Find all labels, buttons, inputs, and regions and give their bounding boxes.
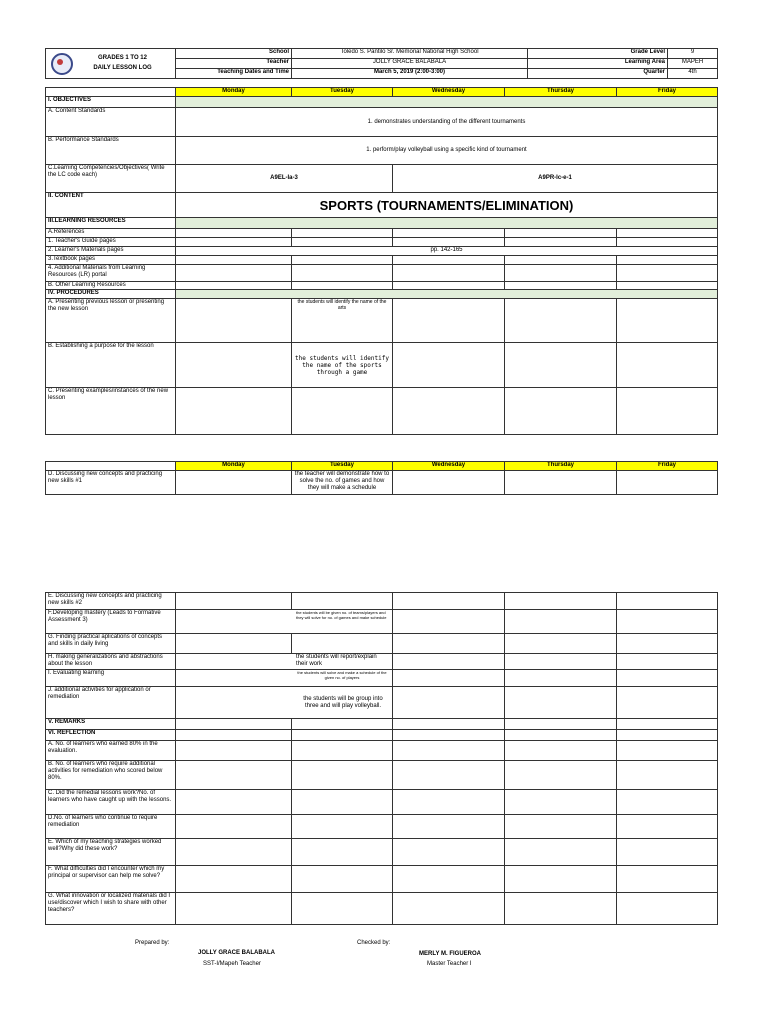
reflection-heading: VI. REFLECTION <box>46 730 176 741</box>
procedures-band <box>176 290 718 299</box>
empty-cell <box>617 866 718 893</box>
day-wednesday: Wednesday <box>393 88 505 97</box>
procedure-i-label: I. Evaluating learning <box>46 670 176 687</box>
empty-cell <box>617 343 718 388</box>
reflection-a-label: A. No. of learners who earned 80% in the evaluation. <box>46 741 176 761</box>
day-thursday-2: Thursday <box>505 462 617 471</box>
empty-cell <box>176 741 292 761</box>
day-monday-2: Monday <box>176 462 292 471</box>
day-header-blank <box>46 88 176 97</box>
procedure-i-tuesday: the students will solve and make a schedule of the given no. of players <box>176 670 393 687</box>
empty-cell <box>176 866 292 893</box>
school-value: Toledo S. Pantilo Sr. Memorial National High School <box>292 49 528 59</box>
empty-cell <box>292 790 393 815</box>
empty-cell <box>617 741 718 761</box>
empty-cell <box>505 343 617 388</box>
remarks-heading: V. REMARKS <box>46 719 176 730</box>
empty-cell <box>176 719 292 730</box>
empty-cell <box>292 388 393 435</box>
empty-cell <box>393 265 505 282</box>
resources-heading: III.LEARNING RESOURCES <box>46 218 176 229</box>
empty-cell <box>292 634 393 654</box>
empty-cell <box>505 730 617 741</box>
day-friday-2: Friday <box>617 462 718 471</box>
quarter-label: Quarter <box>528 69 668 79</box>
performance-standards-value: 1. perform/play volleyball using a specific kind of tournament <box>176 137 718 165</box>
empty-cell <box>176 343 292 388</box>
other-resources-label: B. Other Learning Resources <box>46 282 176 290</box>
empty-cell <box>393 388 505 435</box>
procedure-b-tuesday: the students will identify the name of the sports through a game <box>292 343 393 388</box>
deped-seal-icon <box>51 53 73 75</box>
empty-cell <box>505 866 617 893</box>
grade-value: 9 <box>668 49 718 59</box>
content-standards-label: A. Content Standards <box>46 108 176 137</box>
day-header-blank-2 <box>46 462 176 471</box>
empty-cell <box>176 839 292 866</box>
prepared-by-title: SST-I/Mapeh Teacher <box>203 961 261 967</box>
day-tuesday: Tuesday <box>292 88 393 97</box>
empty-cell <box>292 741 393 761</box>
empty-cell <box>617 654 718 670</box>
empty-cell <box>292 593 393 610</box>
procedure-d-tuesday: the teacher will demonstrate how to solve the no. of games and how they will make a schedule <box>292 471 393 495</box>
prepared-by-name: JOLLY GRACE BALABALA <box>198 950 276 956</box>
content-title: SPORTS (TOURNAMENTS/ELIMINATION) <box>176 193 718 218</box>
procedures-heading: IV. PROCEDURES <box>46 290 176 299</box>
header-table <box>45 48 718 79</box>
teacher-value: JOLLY GRACE BALABALA <box>292 59 528 69</box>
empty-cell <box>393 238 505 247</box>
empty-cell <box>393 670 505 687</box>
empty-cell <box>617 388 718 435</box>
title-line-2: DAILY LESSON LOG <box>93 65 152 71</box>
empty-cell <box>393 866 505 893</box>
empty-cell <box>505 229 617 238</box>
empty-cell <box>617 593 718 610</box>
day-wednesday-2: Wednesday <box>393 462 505 471</box>
content-standards-value: 1. demonstrates understanding of the different tournaments <box>176 108 718 137</box>
checked-by-label: Checked by: <box>357 940 391 946</box>
competency-code-1: A9EL-Ia-3 <box>176 165 393 193</box>
empty-cell <box>393 343 505 388</box>
school-label: School <box>176 49 292 59</box>
references-label: A.References <box>46 229 176 238</box>
empty-cell <box>393 730 505 741</box>
empty-cell <box>176 256 292 265</box>
content-heading: II. CONTENT <box>46 193 176 218</box>
procedure-b-label: B. Establishing a purpose for the lesson <box>46 343 176 388</box>
empty-cell <box>505 893 617 925</box>
empty-cell <box>505 610 617 634</box>
empty-cell <box>176 730 292 741</box>
empty-cell <box>617 471 718 495</box>
empty-cell <box>292 761 393 790</box>
empty-cell <box>176 238 292 247</box>
teacher-label: Teacher <box>176 59 292 69</box>
competencies-label: C.Learning Competencies/Objectives( Write the LC code each) <box>46 165 176 193</box>
empty-cell <box>176 761 292 790</box>
empty-cell <box>617 634 718 654</box>
prepared-by-label: Prepared by: <box>135 940 170 946</box>
empty-cell <box>505 299 617 343</box>
empty-cell <box>505 790 617 815</box>
reflection-d-label: D.No. of learners who continue to require remediation <box>46 815 176 839</box>
empty-cell <box>617 229 718 238</box>
empty-cell <box>393 719 505 730</box>
area-label: Learning Area <box>528 59 668 69</box>
empty-cell <box>292 265 393 282</box>
empty-cell <box>505 634 617 654</box>
empty-cell <box>292 719 393 730</box>
empty-cell <box>393 790 505 815</box>
empty-cell <box>617 299 718 343</box>
reflection-e-label: E. Which of my teaching strategies worked well?Why did these work? <box>46 839 176 866</box>
day-friday: Friday <box>617 88 718 97</box>
empty-cell <box>505 687 617 719</box>
empty-cell <box>617 761 718 790</box>
empty-cell <box>176 815 292 839</box>
day-tuesday-2: Tuesday <box>292 462 393 471</box>
empty-cell <box>393 839 505 866</box>
empty-cell <box>393 282 505 290</box>
reflection-f-label: F. What difficulties did I encounter which my principal or supervisor can help me solve? <box>46 866 176 893</box>
empty-cell <box>505 761 617 790</box>
empty-cell <box>505 282 617 290</box>
empty-cell <box>393 687 505 719</box>
additional-materials-label: 4. Additional Materials from Learning Resources (LR) portal <box>46 265 176 282</box>
dates-value: March 5, 2019 (2:00-3:00) <box>292 69 528 79</box>
lesson-table-middle <box>45 461 718 495</box>
deped-seal-cell <box>46 49 176 79</box>
empty-cell <box>505 593 617 610</box>
quarter-value: 4th <box>668 69 718 79</box>
competency-code-2: A9PR-Ic-e-1 <box>393 165 718 193</box>
teachers-guide-label: 1. Teacher's Guide pages <box>46 238 176 247</box>
empty-cell <box>505 654 617 670</box>
day-monday: Monday <box>176 88 292 97</box>
empty-cell <box>292 839 393 866</box>
empty-cell <box>176 388 292 435</box>
procedure-e-label: E. Discussing new concepts and practicing new skills #2 <box>46 593 176 610</box>
empty-cell <box>617 256 718 265</box>
empty-cell <box>176 893 292 925</box>
learners-materials-label: 2. Learner's Materials pages <box>46 247 176 256</box>
empty-cell <box>393 815 505 839</box>
empty-cell <box>393 299 505 343</box>
area-value: MAPEH <box>668 59 718 69</box>
empty-cell <box>292 866 393 893</box>
empty-cell <box>617 790 718 815</box>
checked-by-name: MERLY M. FIGUEROA <box>419 951 482 957</box>
empty-cell <box>505 741 617 761</box>
learners-materials-pages: pp. 142-165 <box>176 247 718 256</box>
empty-cell <box>393 471 505 495</box>
empty-cell <box>176 282 292 290</box>
empty-cell <box>617 687 718 719</box>
empty-cell <box>292 256 393 265</box>
empty-cell <box>176 471 292 495</box>
empty-cell <box>505 265 617 282</box>
empty-cell <box>617 265 718 282</box>
procedure-h-label: H. making generalizations and abstractions about the lesson <box>46 654 176 670</box>
empty-cell <box>176 593 292 610</box>
day-thursday: Thursday <box>505 88 617 97</box>
empty-cell <box>505 719 617 730</box>
grade-label: Grade Level <box>528 49 668 59</box>
empty-cell <box>505 839 617 866</box>
empty-cell <box>292 893 393 925</box>
empty-cell <box>393 741 505 761</box>
procedure-a-tuesday: the students will identify the name of the arts <box>292 299 393 343</box>
reflection-c-label: C. Did the remedial lessons work?No. of learners who have caught up with the lessons. <box>46 790 176 815</box>
empty-cell <box>292 815 393 839</box>
objectives-heading: I. OBJECTIVES <box>46 97 176 108</box>
empty-cell <box>393 593 505 610</box>
empty-cell <box>176 634 292 654</box>
empty-cell <box>505 670 617 687</box>
procedure-h-tuesday: the students will report/explain their work <box>176 654 393 670</box>
lesson-table-bottom <box>45 592 718 925</box>
empty-cell <box>176 229 292 238</box>
empty-cell <box>617 893 718 925</box>
empty-cell <box>292 238 393 247</box>
empty-cell <box>393 610 505 634</box>
dates-label: Teaching Dates and Time <box>176 69 292 79</box>
empty-cell <box>292 229 393 238</box>
empty-cell <box>617 815 718 839</box>
empty-cell <box>393 256 505 265</box>
empty-cell <box>393 893 505 925</box>
reflection-b-label: B. No. of learners who require additional activities for remediation who scored below 80%. <box>46 761 176 790</box>
empty-cell <box>617 610 718 634</box>
empty-cell <box>617 282 718 290</box>
empty-cell <box>393 634 505 654</box>
procedure-j-tuesday: the students will be group into three and will play volleyball. <box>176 687 393 719</box>
procedure-f-tuesday: the students will be given no. of teams/players and they will solve for no. of games and make schedule <box>176 610 393 634</box>
empty-cell <box>505 388 617 435</box>
empty-cell <box>393 654 505 670</box>
empty-cell <box>617 670 718 687</box>
procedure-j-label: J. additional activities for application or remediation <box>46 687 176 719</box>
empty-cell <box>393 229 505 238</box>
procedure-g-label: G. Finding practical aplications of concepts and skills in daily living <box>46 634 176 654</box>
empty-cell <box>292 282 393 290</box>
empty-cell <box>393 761 505 790</box>
empty-cell <box>617 719 718 730</box>
procedure-c-label: C. Presenting examples/instances of the new lesson <box>46 388 176 435</box>
empty-cell <box>505 471 617 495</box>
empty-cell <box>176 299 292 343</box>
empty-cell <box>617 238 718 247</box>
empty-cell <box>617 730 718 741</box>
objectives-band <box>176 97 718 108</box>
empty-cell <box>505 256 617 265</box>
empty-cell <box>617 839 718 866</box>
empty-cell <box>176 265 292 282</box>
textbook-label: 3.Textbook pages <box>46 256 176 265</box>
empty-cell <box>505 238 617 247</box>
empty-cell <box>176 790 292 815</box>
procedure-d-label: D. Discussing new concepts and practicing new skills #1 <box>46 471 176 495</box>
procedure-f-label: F.Developing mastery (Leads to Formative Assessment 3) <box>46 610 176 634</box>
checked-by-title: Master Teacher I <box>427 961 472 967</box>
reflection-g-label: G. What innovation or localized materials did I use/discover which I wish to share with other teachers? <box>46 893 176 925</box>
procedure-a-label: A. Presenting previous lesson or presenting the new lesson <box>46 299 176 343</box>
empty-cell <box>292 730 393 741</box>
performance-standards-label: B. Performance Standards <box>46 137 176 165</box>
empty-cell <box>505 815 617 839</box>
title-line-1: GRADES 1 TO 12 <box>98 55 147 61</box>
resources-band <box>176 218 718 229</box>
lesson-table-top <box>45 87 718 435</box>
